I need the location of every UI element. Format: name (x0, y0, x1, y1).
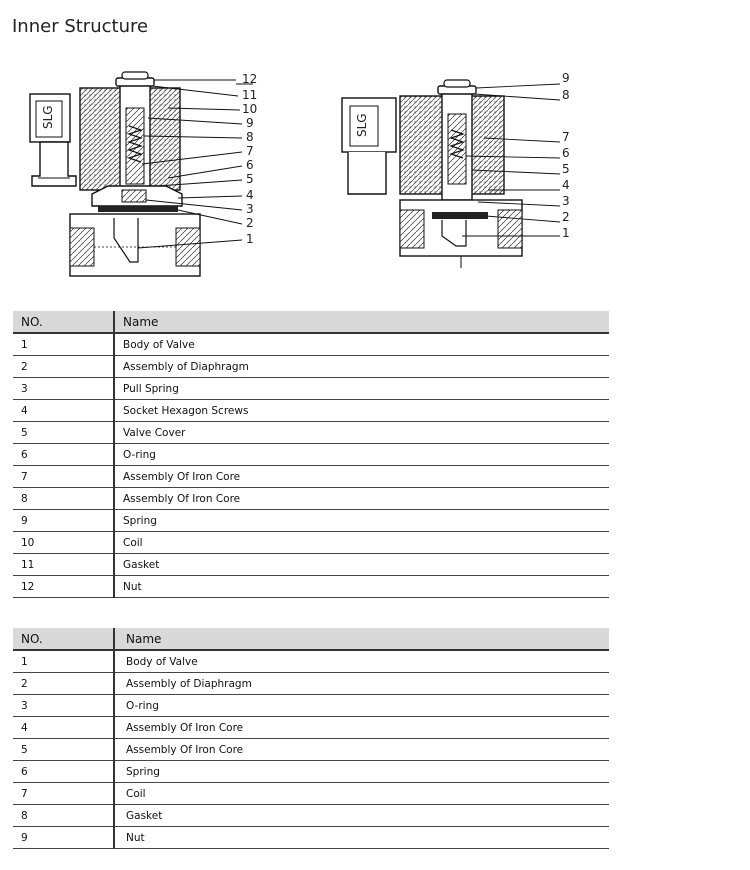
cell-no: 4 (13, 717, 114, 739)
cell-no: 4 (13, 400, 114, 422)
table-row (13, 805, 609, 827)
table-row (13, 466, 609, 488)
cell-no: 6 (13, 761, 114, 783)
table-row (13, 695, 609, 717)
table-header-row (13, 628, 609, 650)
table-row (13, 673, 609, 695)
page-title: Inner Structure (12, 16, 149, 37)
callout-2: 2 (562, 210, 570, 224)
callout-5: 5 (246, 172, 254, 186)
table-row (13, 532, 609, 554)
callout-1: 1 (562, 226, 570, 240)
cell-no: 7 (13, 783, 114, 805)
header-no: NO. (13, 628, 114, 650)
housing-label: SLG (41, 105, 55, 129)
diaphragm (98, 206, 178, 212)
parts-table-12 (13, 311, 609, 598)
table-row (13, 739, 609, 761)
callout-9: 9 (562, 71, 570, 85)
table-row (13, 488, 609, 510)
cell-name: Assembly Of Iron Core (114, 466, 609, 488)
cell-no: 5 (13, 422, 114, 444)
cell-name: Assembly Of Iron Core (114, 739, 609, 761)
cell-no: 11 (13, 554, 114, 576)
callout-3: 3 (562, 194, 570, 208)
cell-no: 3 (13, 378, 114, 400)
cell-no: 2 (13, 356, 114, 378)
table-row (13, 650, 609, 673)
callout-8: 8 (246, 130, 254, 144)
callout-1: 1 (246, 232, 254, 246)
callout-11: 11 (242, 88, 258, 102)
iron-core (448, 114, 466, 184)
cell-name: Assembly of Diaphragm (114, 356, 609, 378)
callout-12: 12 (242, 72, 258, 86)
connector-housing (30, 94, 76, 186)
callout-3: 3 (246, 202, 254, 216)
callout-2: 2 (246, 216, 254, 230)
cell-name: Spring (114, 510, 609, 532)
table-header-row (13, 311, 609, 333)
callout-numbers (242, 72, 257, 246)
table-row (13, 576, 609, 598)
callout-8: 8 (562, 88, 570, 102)
table-row (13, 717, 609, 739)
cell-name: Nut (114, 576, 609, 598)
header-name: Name (114, 311, 609, 333)
callout-4: 4 (246, 188, 254, 202)
cell-no: 3 (13, 695, 114, 717)
cell-no: 1 (13, 333, 114, 356)
cell-name: O-ring (114, 695, 609, 717)
cell-no: 9 (13, 510, 114, 532)
valve-body (400, 200, 522, 268)
cell-name: Body of Valve (114, 333, 609, 356)
diaphragm (432, 212, 488, 219)
table-row (13, 510, 609, 532)
table-row (13, 827, 609, 849)
cell-name: Coil (114, 532, 609, 554)
callout-4: 4 (562, 178, 570, 192)
cell-name: Gasket (114, 805, 609, 827)
callout-numbers (562, 71, 570, 240)
callout-10: 10 (242, 102, 258, 116)
cell-no: 7 (13, 466, 114, 488)
table-row (13, 333, 609, 356)
header-name: Name (114, 628, 609, 650)
callout-5: 5 (562, 162, 570, 176)
cell-name: O-ring (114, 444, 609, 466)
cell-name: Valve Cover (114, 422, 609, 444)
callout-9: 9 (246, 116, 254, 130)
table-row (13, 444, 609, 466)
valve-cross-section-drawing (18, 68, 266, 284)
table-row (13, 356, 609, 378)
cell-name: Socket Hexagon Screws (114, 400, 609, 422)
cell-name: Assembly Of Iron Core (114, 488, 609, 510)
table-row (13, 554, 609, 576)
connector-housing (342, 98, 396, 194)
table-row (13, 422, 609, 444)
cell-name: Assembly of Diaphragm (114, 673, 609, 695)
callout-6: 6 (562, 146, 570, 160)
table-row (13, 761, 609, 783)
cell-no: 6 (13, 444, 114, 466)
table-row (13, 783, 609, 805)
callout-7: 7 (562, 130, 570, 144)
cell-name: Spring (114, 761, 609, 783)
cell-name: Coil (114, 783, 609, 805)
cell-name: Pull Spring (114, 378, 609, 400)
cell-no: 10 (13, 532, 114, 554)
cell-name: Nut (114, 827, 609, 849)
housing-label: SLG (355, 113, 369, 137)
cell-no: 8 (13, 805, 114, 827)
cell-name: Assembly Of Iron Core (114, 717, 609, 739)
callout-7: 7 (246, 144, 254, 158)
valve-diagram-9-parts (338, 70, 578, 270)
cell-no: 2 (13, 673, 114, 695)
valve-diagram-12-parts (18, 68, 266, 284)
callout-6: 6 (246, 158, 254, 172)
cell-no: 1 (13, 650, 114, 673)
cell-no: 9 (13, 827, 114, 849)
table-row (13, 378, 609, 400)
cell-no: 8 (13, 488, 114, 510)
table-row (13, 400, 609, 422)
cell-no: 5 (13, 739, 114, 761)
parts-table-9 (13, 628, 609, 849)
cell-name: Body of Valve (114, 650, 609, 673)
cell-no: 12 (13, 576, 114, 598)
cell-name: Gasket (114, 554, 609, 576)
valve-cross-section-drawing (338, 70, 578, 270)
header-no: NO. (13, 311, 114, 333)
